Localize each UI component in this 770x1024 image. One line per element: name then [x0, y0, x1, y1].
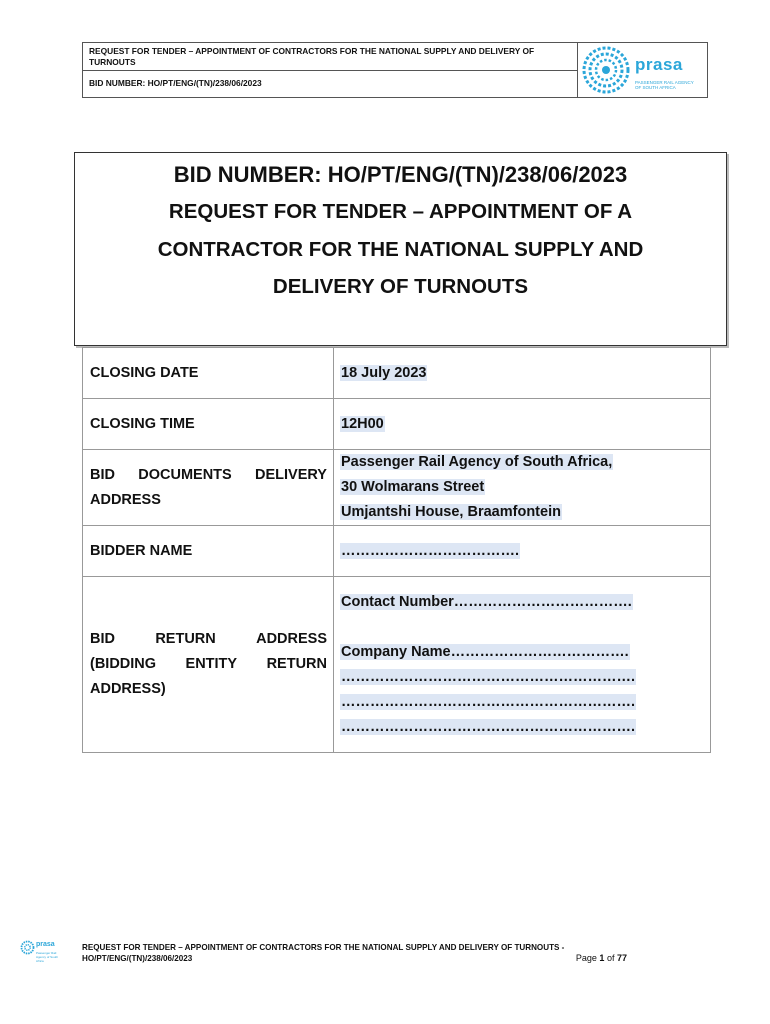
- footer-title: REQUEST FOR TENDER – APPOINTMENT OF CONTRACTORS FOR THE NATIONAL SUPPLY AND DELIVERY OF TURNOUTS -: [82, 943, 565, 952]
- contact-number-field[interactable]: Contact Number……………………………….: [341, 593, 632, 610]
- title-line: REQUEST FOR TENDER – APPOINTMENT OF A: [168, 200, 633, 223]
- label-word: RETURN: [155, 631, 216, 647]
- page-current: 1: [599, 953, 605, 963]
- page-footer: [82, 942, 627, 964]
- closing-date-value: [334, 348, 711, 399]
- page-total: 77: [616, 953, 627, 963]
- prasa-logo: [581, 45, 705, 95]
- return-address-label: [83, 577, 334, 753]
- table-row: [83, 526, 711, 577]
- table-row: [83, 399, 711, 450]
- bidder-name-value: [334, 526, 711, 577]
- return-address-line[interactable]: …………………………………………………….: [341, 693, 636, 710]
- footer-logo-tagline: Passenger Rail Agency of South Africa: [36, 951, 59, 963]
- title-bid-number: BID NUMBER: HO/PT/ENG/(TN)/238/06/2023: [173, 162, 628, 187]
- label-word: BID: [90, 631, 115, 647]
- closing-time-label: CLOSING TIME: [83, 399, 334, 450]
- table-row: [83, 577, 711, 753]
- footer-reference: HO/PT/ENG/(TN)/238/06/2023: [82, 954, 193, 963]
- page-of: of: [606, 953, 615, 963]
- return-address-value: [334, 577, 711, 753]
- label-word: BID: [90, 466, 115, 483]
- prasa-logo-icon: [20, 940, 35, 955]
- header-title: REQUEST FOR TENDER – APPOINTMENT OF CONTRACTORS FOR THE NATIONAL SUPPLY AND DELIVERY OF TURNOUTS: [89, 46, 535, 67]
- label-word: ENTITY: [185, 656, 238, 672]
- header-bid-number: BID NUMBER: HO/PT/ENG/(TN)/238/06/2023: [89, 78, 262, 88]
- closing-date-field[interactable]: 18 July 2023: [341, 365, 427, 381]
- return-address-line[interactable]: …………………………………………………….: [341, 668, 636, 685]
- page-word: Page: [575, 953, 597, 963]
- bidder-name-field[interactable]: ……………………………….: [341, 543, 520, 559]
- company-name-field[interactable]: Company Name……………………………….: [341, 643, 629, 660]
- footer-logo-wordmark: prasa: [36, 941, 55, 948]
- label-word: (BIDDING: [90, 656, 157, 672]
- label-word: ADDRESS: [256, 631, 327, 647]
- return-address-line[interactable]: …………………………………………………….: [341, 718, 636, 735]
- page-number: [576, 953, 627, 964]
- label-word: RETURN: [266, 656, 327, 672]
- table-row: [83, 348, 711, 399]
- title-line: DELIVERY OF TURNOUTS: [272, 275, 529, 298]
- header-divider: [83, 70, 577, 71]
- closing-time-field[interactable]: 12H00: [341, 416, 384, 432]
- closing-time-value: [334, 399, 711, 450]
- logo-wordmark: prasa: [635, 55, 683, 74]
- delivery-address-value: [334, 450, 711, 526]
- delivery-address-label: [83, 450, 334, 526]
- label-word: DELIVERY: [255, 466, 327, 483]
- footer-logo: [20, 938, 60, 964]
- header-text-cell: [83, 43, 578, 97]
- label-word: DOCUMENTS: [138, 466, 232, 483]
- delivery-address-line[interactable]: Umjantshi House, Braamfontein: [341, 504, 561, 520]
- label-word: ADDRESS: [90, 491, 161, 508]
- page-header: [82, 42, 708, 98]
- prasa-logo-icon: [581, 45, 631, 95]
- bid-info-table: [82, 347, 711, 753]
- title-box: [74, 152, 727, 346]
- delivery-address-line[interactable]: 30 Wolmarans Street: [341, 479, 485, 495]
- table-row: [83, 450, 711, 526]
- logo-tagline: PASSENGER RAIL AGENCY OF SOUTH AFRICA: [635, 80, 694, 90]
- label-word: ADDRESS): [90, 681, 166, 697]
- bidder-name-label: BIDDER NAME: [83, 526, 334, 577]
- closing-date-label: CLOSING DATE: [83, 348, 334, 399]
- delivery-address-line[interactable]: Passenger Rail Agency of South Africa,: [341, 454, 613, 470]
- title-line: CONTRACTOR FOR THE NATIONAL SUPPLY AND: [157, 237, 644, 261]
